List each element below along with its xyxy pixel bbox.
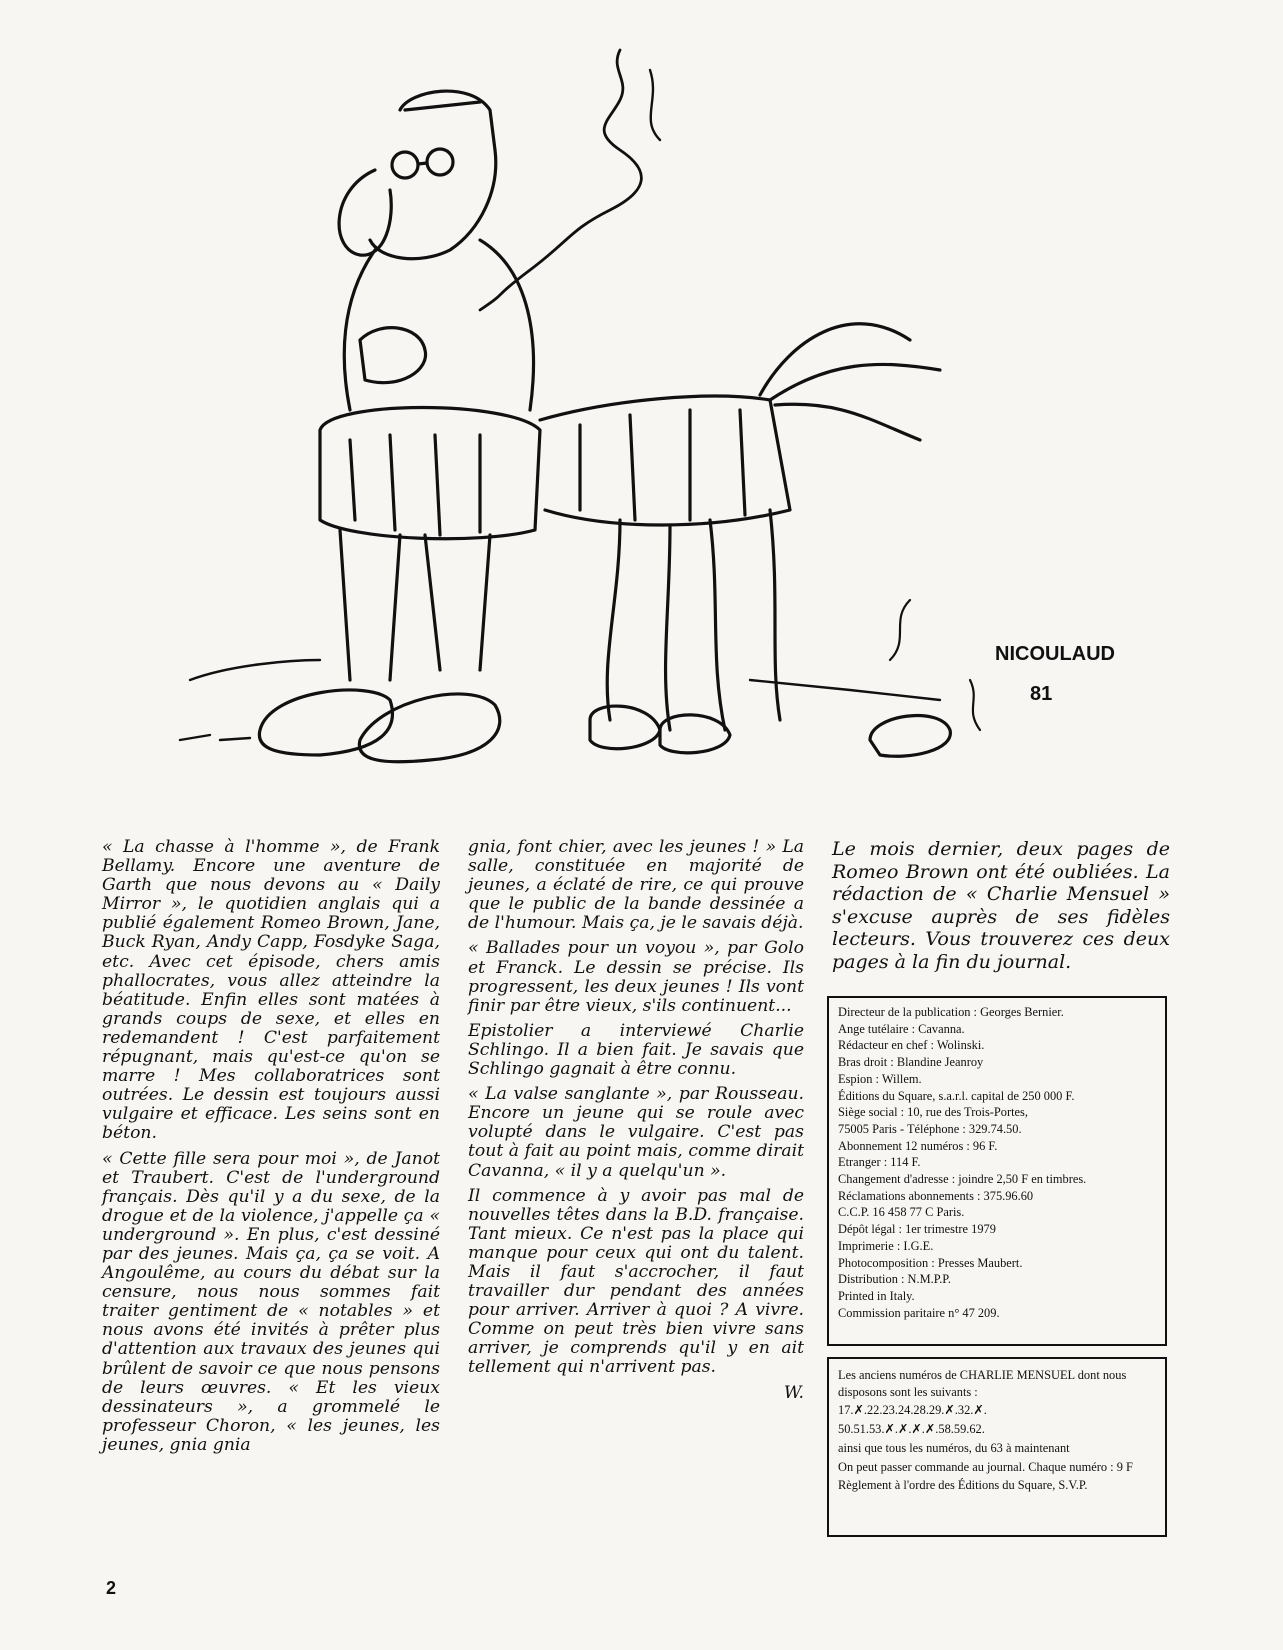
masthead-line: Etranger : 114 F. <box>838 1155 921 1170</box>
masthead-line: Rédacteur en chef : Wolinski. <box>838 1038 985 1053</box>
review-valse: « La valse sanglante », par Rousseau. Encore un jeune qui se roule avec volupté dans le vulgaire. C'est pas tout à fait au point mais, comme dirait Cavanna, « il y a quelqu'un ». <box>468 1084 804 1181</box>
back-issues-tail: ainsi que tous les numéros, du 63 à maintenant <box>838 1440 1070 1455</box>
review-conclusion: Il commence à y avoir pas mal de nouvelles têtes dans la B.D. française. Tant mieux. Ce n'est pas la place qui manque pour ceux qui ont du talent. Mais il faut s'accrocher, il faut travailler dur pendant des années pour arriver. Arriver à quoi ? A vivre. Comme on peut très bien vivre sans arriver, je comprends qu'il y en ait tellement qui n'arrivent pas. <box>468 1185 804 1378</box>
cartoon-illustration <box>150 40 1190 830</box>
masthead-line: Bras droit : Blandine Jeanroy <box>838 1055 984 1070</box>
masthead-line: Éditions du Square, s.a.r.l. capital de 250 000 F. <box>838 1088 1075 1103</box>
text-column-2 <box>468 838 804 1403</box>
review-ballades: « Ballades pour un voyou », par Golo et Franck. Le dessin se précise. Ils progressent, les deux jeunes ! Ils vont finir par être vieux, s'ils continuent... <box>468 938 804 1016</box>
back-issues-numbers-1: 17.✗.22.23.24.28.29.✗.32.✗. <box>838 1403 987 1418</box>
review-continuation: gnia, font chier, avec les jeunes ! » La salle, constituée en majorité de jeunes, a éclaté de rire, ce qui prouve que le public de la bande dessinée a de l'humour. Mais ça, je le savais déjà. <box>468 837 804 934</box>
back-issues-numbers-2: 50.51.53.✗.✗.✗.✗.58.59.62. <box>838 1422 985 1437</box>
masthead-line: Changement d'adresse : joindre 2,50 F en timbres. <box>838 1172 1087 1187</box>
masthead-line: Directeur de la publication : Georges Bernier. <box>838 1005 1064 1019</box>
back-issues-payment: Règlement à l'ordre des Éditions du Square, S.V.P. <box>838 1478 1088 1493</box>
masthead-line: Photocomposition : Presses Maubert. <box>838 1255 1023 1270</box>
illustration-year: 81 <box>1030 683 1053 705</box>
review-cette-fille: « Cette fille sera pour moi », de Janot et Traubert. C'est de l'underground français. Dès qu'il y a du sexe, de la drogue et de la violence, j'appelle ça « underground ». En plus, c'est dessiné par des jeunes. Mais ça, ça se voit. A Angoulême, au cours du débat sur la censure, nous nous sommes fait traiter gentiment de « notables » et nous avons été invités à prêter plus d'attention aux travaux des jeunes qui brûlent de savoir ce que nous pensons de leurs œuvres. « Et les vieux dessinateurs », a grommelé le professeur Choron, « les jeunes, les jeunes, gnia gnia <box>102 1148 440 1455</box>
illustration-signature: NICOULAUD <box>995 643 1115 665</box>
masthead-line: Printed in Italy. <box>838 1288 915 1303</box>
apology-notice: Le mois dernier, deux pages de Romeo Brown ont été oubliées. La rédaction de « Charlie Mensuel » s'excuse auprès de ses fidèles lecteurs. Vous trouverez ces deux pages à la fin du journal. <box>832 838 1170 973</box>
masthead-line: Abonnement 12 numéros : 96 F. <box>838 1138 998 1153</box>
author-signature: W. <box>783 1382 804 1403</box>
masthead-line: Distribution : N.M.P.P. <box>838 1272 951 1287</box>
text-column-3 <box>832 838 1170 979</box>
masthead-line: Siège social : 10, rue des Trois-Portes, <box>838 1105 1028 1120</box>
page-number: 2 <box>106 1578 117 1598</box>
review-schlingo: Epistolier a interviewé Charlie Schlingo. Il a bien fait. Je savais que Schlingo gagnait à être connu. <box>468 1020 804 1080</box>
back-issues-box <box>827 1357 1167 1537</box>
masthead-line: Réclamations abonnements : 375.96.60 <box>838 1188 1034 1203</box>
masthead-line: Commission paritaire n° 47 209. <box>838 1305 1000 1320</box>
masthead-line: Espion : Willem. <box>838 1071 922 1086</box>
masthead-line: Dépôt légal : 1er trimestre 1979 <box>838 1222 996 1237</box>
back-issues-order: On peut passer commande au journal. Chaque numéro : 9 F <box>838 1459 1133 1474</box>
review-garth: « La chasse à l'homme », de Frank Bellamy. Encore une aventure de Garth que nous devons au « Daily Mirror », le quotidien anglais qui a publié également Romeo Brown, Jane, Buck Ryan, Andy Capp, Fosdyke Saga, etc. Avec cet épisode, chers amis phallocrates, vous allez atteindre la béatitude. Enfin elles sont matées à grands coups de sexe, et elles en redemandent ! C'est parfaitement répugnant, mais qu'est-ce qu'on se marre ! Mes collaboratrices sont outrées. Le dessin est toujours aussi vulgaire et efficace. Les seins sont en béton. <box>102 837 440 1144</box>
masthead-line: C.C.P. 16 458 77 C Paris. <box>838 1205 965 1220</box>
masthead-line: 75005 Paris - Téléphone : 329.74.50. <box>838 1121 1022 1136</box>
back-issues-intro: Les anciens numéros de CHARLIE MENSUEL dont nous disposons sont les suivants : <box>838 1368 1127 1399</box>
text-column-1 <box>102 838 440 1461</box>
masthead-line: Imprimerie : I.G.E. <box>838 1238 934 1253</box>
masthead-line: Ange tutélaire : Cavanna. <box>838 1021 965 1036</box>
masthead-box <box>827 996 1167 1346</box>
